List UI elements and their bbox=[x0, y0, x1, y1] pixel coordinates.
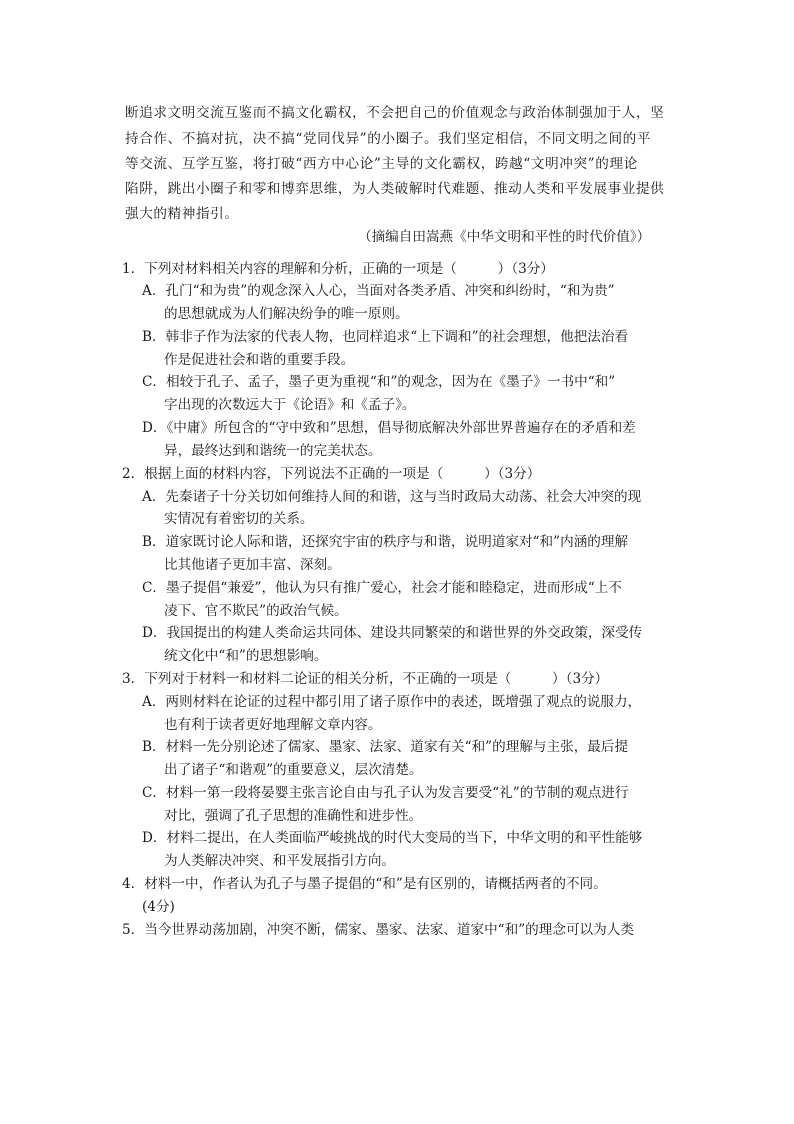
option-c-cont: 凌下、官不欺民”的政治气候。 bbox=[164, 603, 348, 619]
option-a-cont: 也有利于读者更好地理解文章内容。 bbox=[164, 717, 382, 733]
passage-line: 强大的精神指引。 bbox=[125, 206, 239, 222]
passage-source: （摘编自田嵩燕《中华文明和平性的时代价值》） bbox=[358, 229, 651, 245]
option-a: A．两则材料在论证的过程中都引用了诸子原作中的表述，既增强了观点的说服力， bbox=[142, 694, 642, 710]
option-c: C．材料一第一段将晏婴主张言论自由与孔子认为发言要受“礼”的节制的观点进行 bbox=[142, 785, 629, 801]
question-score: (4分) bbox=[142, 899, 175, 915]
option-d-cont: 统文化中“和”的思想影响。 bbox=[164, 648, 328, 664]
option-d-cont: 为人类解决冲突、和平发展指引方向。 bbox=[164, 853, 396, 869]
passage-line: 持合作、不搞对抗，决不搞“党同伐异”的小圈子。我们坚定相信，不同文明之间的平 bbox=[125, 131, 652, 147]
passage-line: 等交流、互学互鉴，将打破“西方中心论”主导的文化霸权，跨越“文明冲突”的理论 bbox=[125, 156, 638, 172]
option-b: B．材料一先分别论述了儒家、墨家、法家、道家有关“和”的理解与主张，最后提 bbox=[142, 739, 629, 755]
option-b-cont: 比其他诸子更加丰富、深刻。 bbox=[164, 557, 341, 573]
option-c: C．相较于孔子、孟子，墨子更为重视“和”的观念，因为在《墨子》一书中“和” bbox=[142, 374, 616, 390]
question-stem: 2．根据上面的材料内容，下列说法不正确的一项是（ ）（3分） bbox=[122, 466, 541, 482]
question-stem: 5．当今世界动荡加剧，冲突不断，儒家、墨家、法家、道家中“和”的理念可以为人类 bbox=[122, 922, 634, 938]
question-stem: 1．下列对材料相关内容的理解和分析，正确的一项是（ ）（3分） bbox=[122, 261, 554, 277]
option-b: B．韩非子作为法家的代表人物，也同样追求“上下调和”的社会理想，他把法治看 bbox=[142, 329, 629, 345]
option-b: B．道家既讨论人际和谐，还探究宇宙的秩序与和谐，说明道家对“和”内涵的理解 bbox=[142, 534, 629, 550]
option-c: C．墨子提倡“兼爱”，他认为只有推广爱心，社会才能和睦稳定，进而形成“上不 bbox=[142, 580, 622, 596]
option-d: D．材料二提出，在人类面临严峻挑战的时代大变局的当下，中华文明的和平性能够 bbox=[142, 830, 643, 846]
option-b-cont: 作是促进社会和谐的重要手段。 bbox=[164, 352, 355, 368]
option-d-cont: 异，最终达到和谐统一的完美状态。 bbox=[164, 443, 382, 459]
passage-line: 断追求文明交流互鉴而不搞文化霸权，不会把自己的价值观念与政治体制强加于人，坚 bbox=[125, 105, 665, 121]
option-d: D．《中庸》所包含的“守中致和”思想，倡导彻底解决外部世界普遍存在的矛盾和差 bbox=[142, 420, 636, 436]
option-a-cont: 的思想就成为人们解决纷争的唯一原则。 bbox=[164, 306, 409, 322]
option-a: A．先秦诸子十分关切如何维持人间的和谐，这与当时政局大动荡、社会大冲突的现 bbox=[142, 489, 642, 505]
option-b-cont: 出了诸子“和谐观”的重要意义，层次清楚。 bbox=[164, 762, 423, 778]
option-a-cont: 实情况有着密切的关系。 bbox=[164, 511, 314, 527]
option-c-cont: 对比，强调了孔子思想的准确性和进步性。 bbox=[164, 808, 423, 824]
question-stem: 4．材料一中，作者认为孔子与墨子提倡的“和”是有区别的，请概括两者的不同。 bbox=[122, 876, 607, 892]
option-c-cont: 字出现的次数远大于《论语》和《孟子》。 bbox=[164, 397, 416, 413]
option-d: D．我国提出的构建人类命运共同体、建设共同繁荣的和谐世界的外交政策，深受传 bbox=[142, 625, 643, 641]
option-a: A．孔门“和为贵”的观念深入人心，当面对各类矛盾、冲突和纠纷时，“和为贵” bbox=[142, 283, 615, 299]
question-stem: 3．下列对于材料一和材料二论证的相关分析，不正确的一项是（ ）（3分） bbox=[122, 671, 609, 687]
passage-line: 陷阱，跳出小圈子和零和博弈思维，为人类破解时代难题、推动人类和平发展事业提供 bbox=[125, 181, 665, 197]
